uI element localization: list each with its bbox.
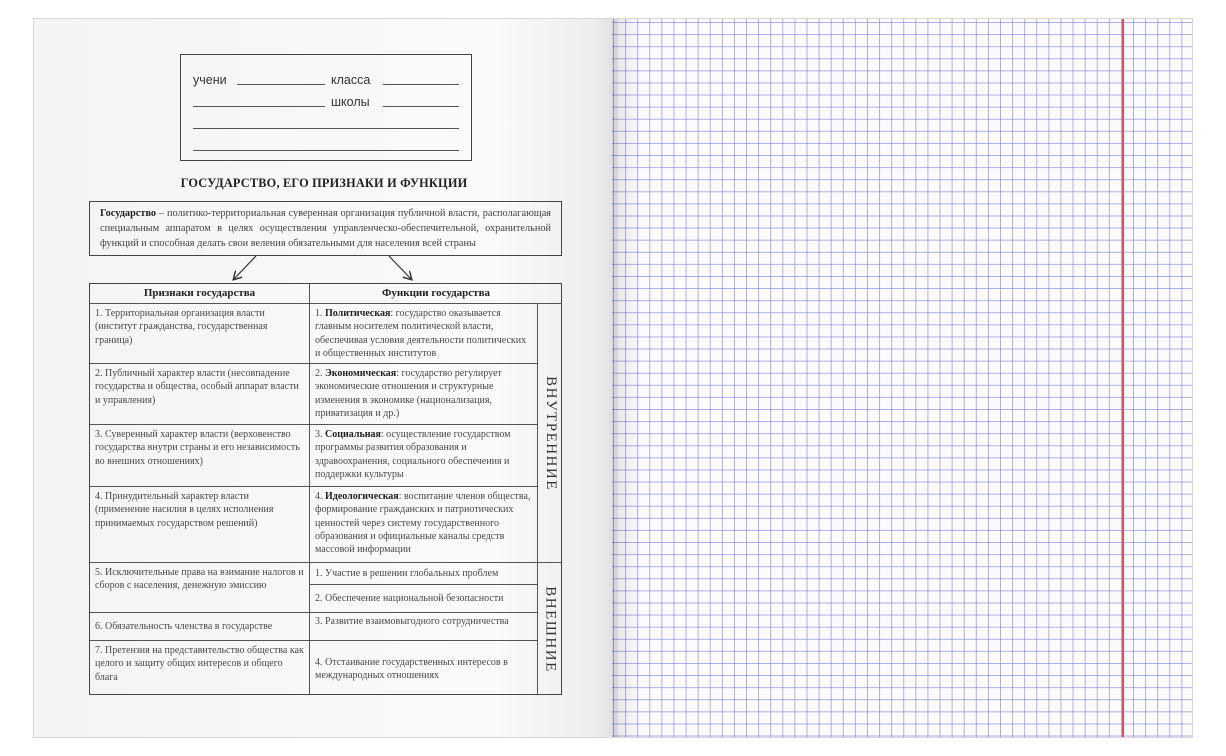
column-header-signs: Признаки государства (90, 284, 310, 304)
external-function-cell: 3. Развитие взаимовыгодного сотрудничества (310, 613, 538, 641)
signature-box (180, 54, 472, 161)
class-label: класса (331, 73, 371, 87)
definition-text: – политико-территориальная суверенная организация публичной власти, располагающая специальным аппаратом в целях осуществления управленческо-обеспечительной, охранительной функций и способная делать свои веления обязательными для населения всей страны (100, 208, 551, 249)
sign-row-school (193, 95, 459, 111)
internal-function-cell: 3. Социальная: осуществление государством программы развития образования и здравоохранения, социального обеспечения и поддержки культуры (310, 425, 538, 487)
sign-cell: 1. Территориальная организация власти (институт гражданства, государственная граница) (90, 304, 310, 364)
school-line[interactable] (383, 106, 459, 107)
sign-cell: 5. Исключительные права на взимание налогов и сборов с населения, денежную эмиссию (90, 563, 310, 613)
external-function-cell: 4. Отстаивание государственных интересов в международных отношениях (310, 641, 538, 695)
sign-cell: 3. Суверенный характер власти (верховенство государства внутри страны и его независимость во внешних отношениях) (90, 425, 310, 487)
definition-term: Государство (100, 208, 157, 219)
external-function-cell: 2. Обеспечение национальной безопасности (310, 585, 538, 613)
column-header-functions: Функции государства (310, 284, 562, 304)
sign-cell: 4. Принудительный характер власти (применение насилия в целях исполнения принимаемых государством решений) (90, 487, 310, 563)
page-gutter (612, 19, 618, 737)
student-name-line[interactable] (237, 84, 325, 85)
sign-row-blank-1 (193, 117, 459, 133)
branch-arrows (34, 255, 612, 285)
grid-paper-page[interactable] (612, 19, 1192, 737)
sign-row-blank-2 (193, 139, 459, 155)
definition-box (89, 201, 562, 256)
arrow-right (389, 256, 411, 279)
internal-function-cell: 1. Политическая: государство оказывается главным носителем политической власти, обеспечивая условия деятельности политических и общественных институтов (310, 304, 538, 364)
notebook-spread (34, 19, 1192, 737)
page-title: ГОСУДАРСТВО, ЕГО ПРИЗНАКИ И ФУНКЦИИ (180, 176, 468, 190)
school-label: школы (331, 95, 370, 109)
class-line[interactable] (383, 84, 459, 85)
external-function-cell: 1. Участие в решении глобальных проблем (310, 563, 538, 585)
internal-function-cell: 2. Экономическая: государство регулирует экономические отношения и структурные изменения в экономике (национализация, приватизация и др.) (310, 364, 538, 425)
sign-cell: 2. Публичный характер власти (несовпадение государства и общества, особый аппарат власти и управления) (90, 364, 310, 425)
cover-info-page (34, 19, 612, 737)
sign-cell: 7. Претензия на представительство общества как целого и защиту общих интересов и общего блага (90, 641, 310, 695)
blank-line[interactable] (193, 150, 459, 151)
arrow-left (234, 256, 256, 279)
external-group-label: ВНЕШНИЕ (542, 585, 559, 673)
sign-cell: 6. Обязательность членства в государстве (90, 613, 310, 641)
red-margin-line (1122, 19, 1124, 737)
sign-row-student (193, 73, 459, 89)
student-label: учени (193, 73, 227, 87)
internal-function-cell: 4. Идеологическая: воспитание членов общества, формирование гражданских и патриотических ценностей через систему государственного образования и официальные каналы средств массовой информации (310, 487, 538, 563)
internal-group-label: ВНУТРЕННИЕ (538, 304, 562, 563)
state-features-table (89, 283, 562, 695)
school-prefix-line[interactable] (193, 106, 325, 107)
blank-line[interactable] (193, 128, 459, 129)
